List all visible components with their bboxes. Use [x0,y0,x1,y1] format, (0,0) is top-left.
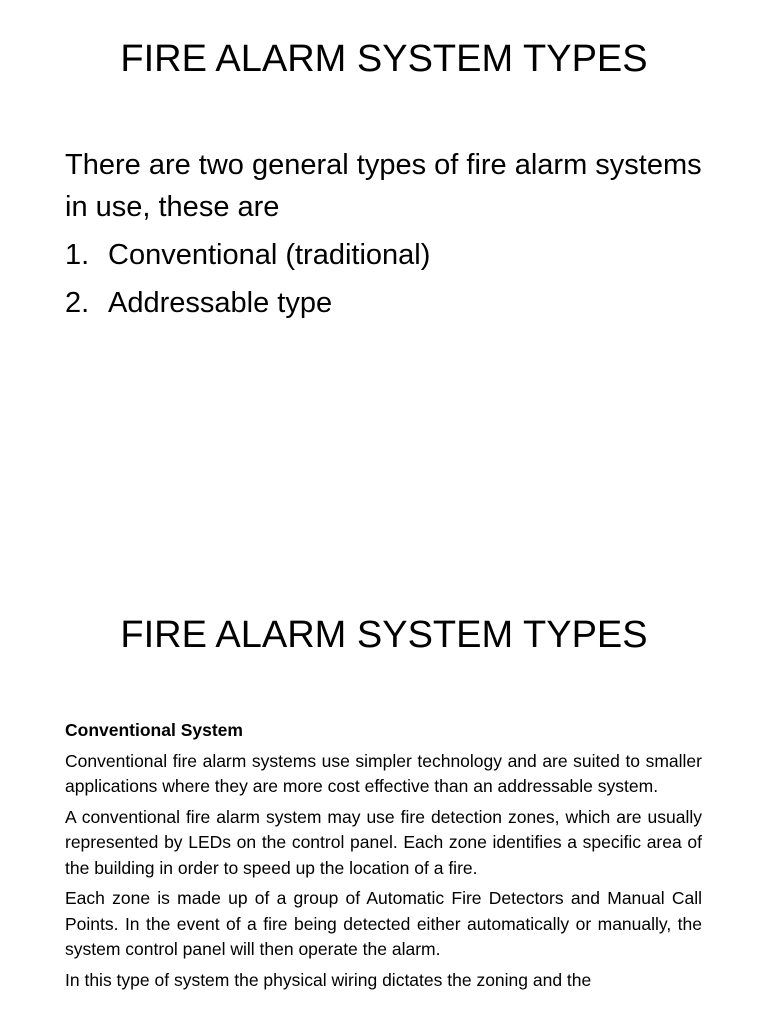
slide-1-body [65,144,705,330]
slide-2-body [65,718,702,998]
list-item-text: Conventional (traditional) [108,239,431,271]
list-item [65,282,705,324]
slide-1-title: FIRE ALARM SYSTEM TYPES [120,38,648,80]
section-heading: Conventional System [65,720,243,740]
body-paragraph: In this type of system the physical wiring dictates the zoning and the [65,969,592,990]
system-types-list [65,234,705,324]
list-item-text: Addressable type [108,287,333,319]
body-paragraph: Each zone is made up of a group of Automatic Fire Detectors and Manual Call Points. In the event of a fire being detected either automatically or manually, the system control panel will then operate the alarm. [65,888,702,959]
body-paragraph: A conventional fire alarm system may use fire detection zones, which are usually represented by LEDs on the control panel. Each zone identifies a specific area of the building in order to speed up the location of a fire. [65,806,702,878]
intro-paragraph: There are two general types of fire alarm systems in use, these are [65,149,702,223]
list-item [65,234,705,276]
slide-2 [0,576,768,1024]
slide-2-title: FIRE ALARM SYSTEM TYPES [120,614,648,656]
list-marker: 1. [65,239,90,271]
list-marker: 2. [65,287,90,319]
body-paragraph: Conventional fire alarm systems use simpler technology and are suited to smaller applications where they are more cost effective than an addressable system. [65,750,702,796]
